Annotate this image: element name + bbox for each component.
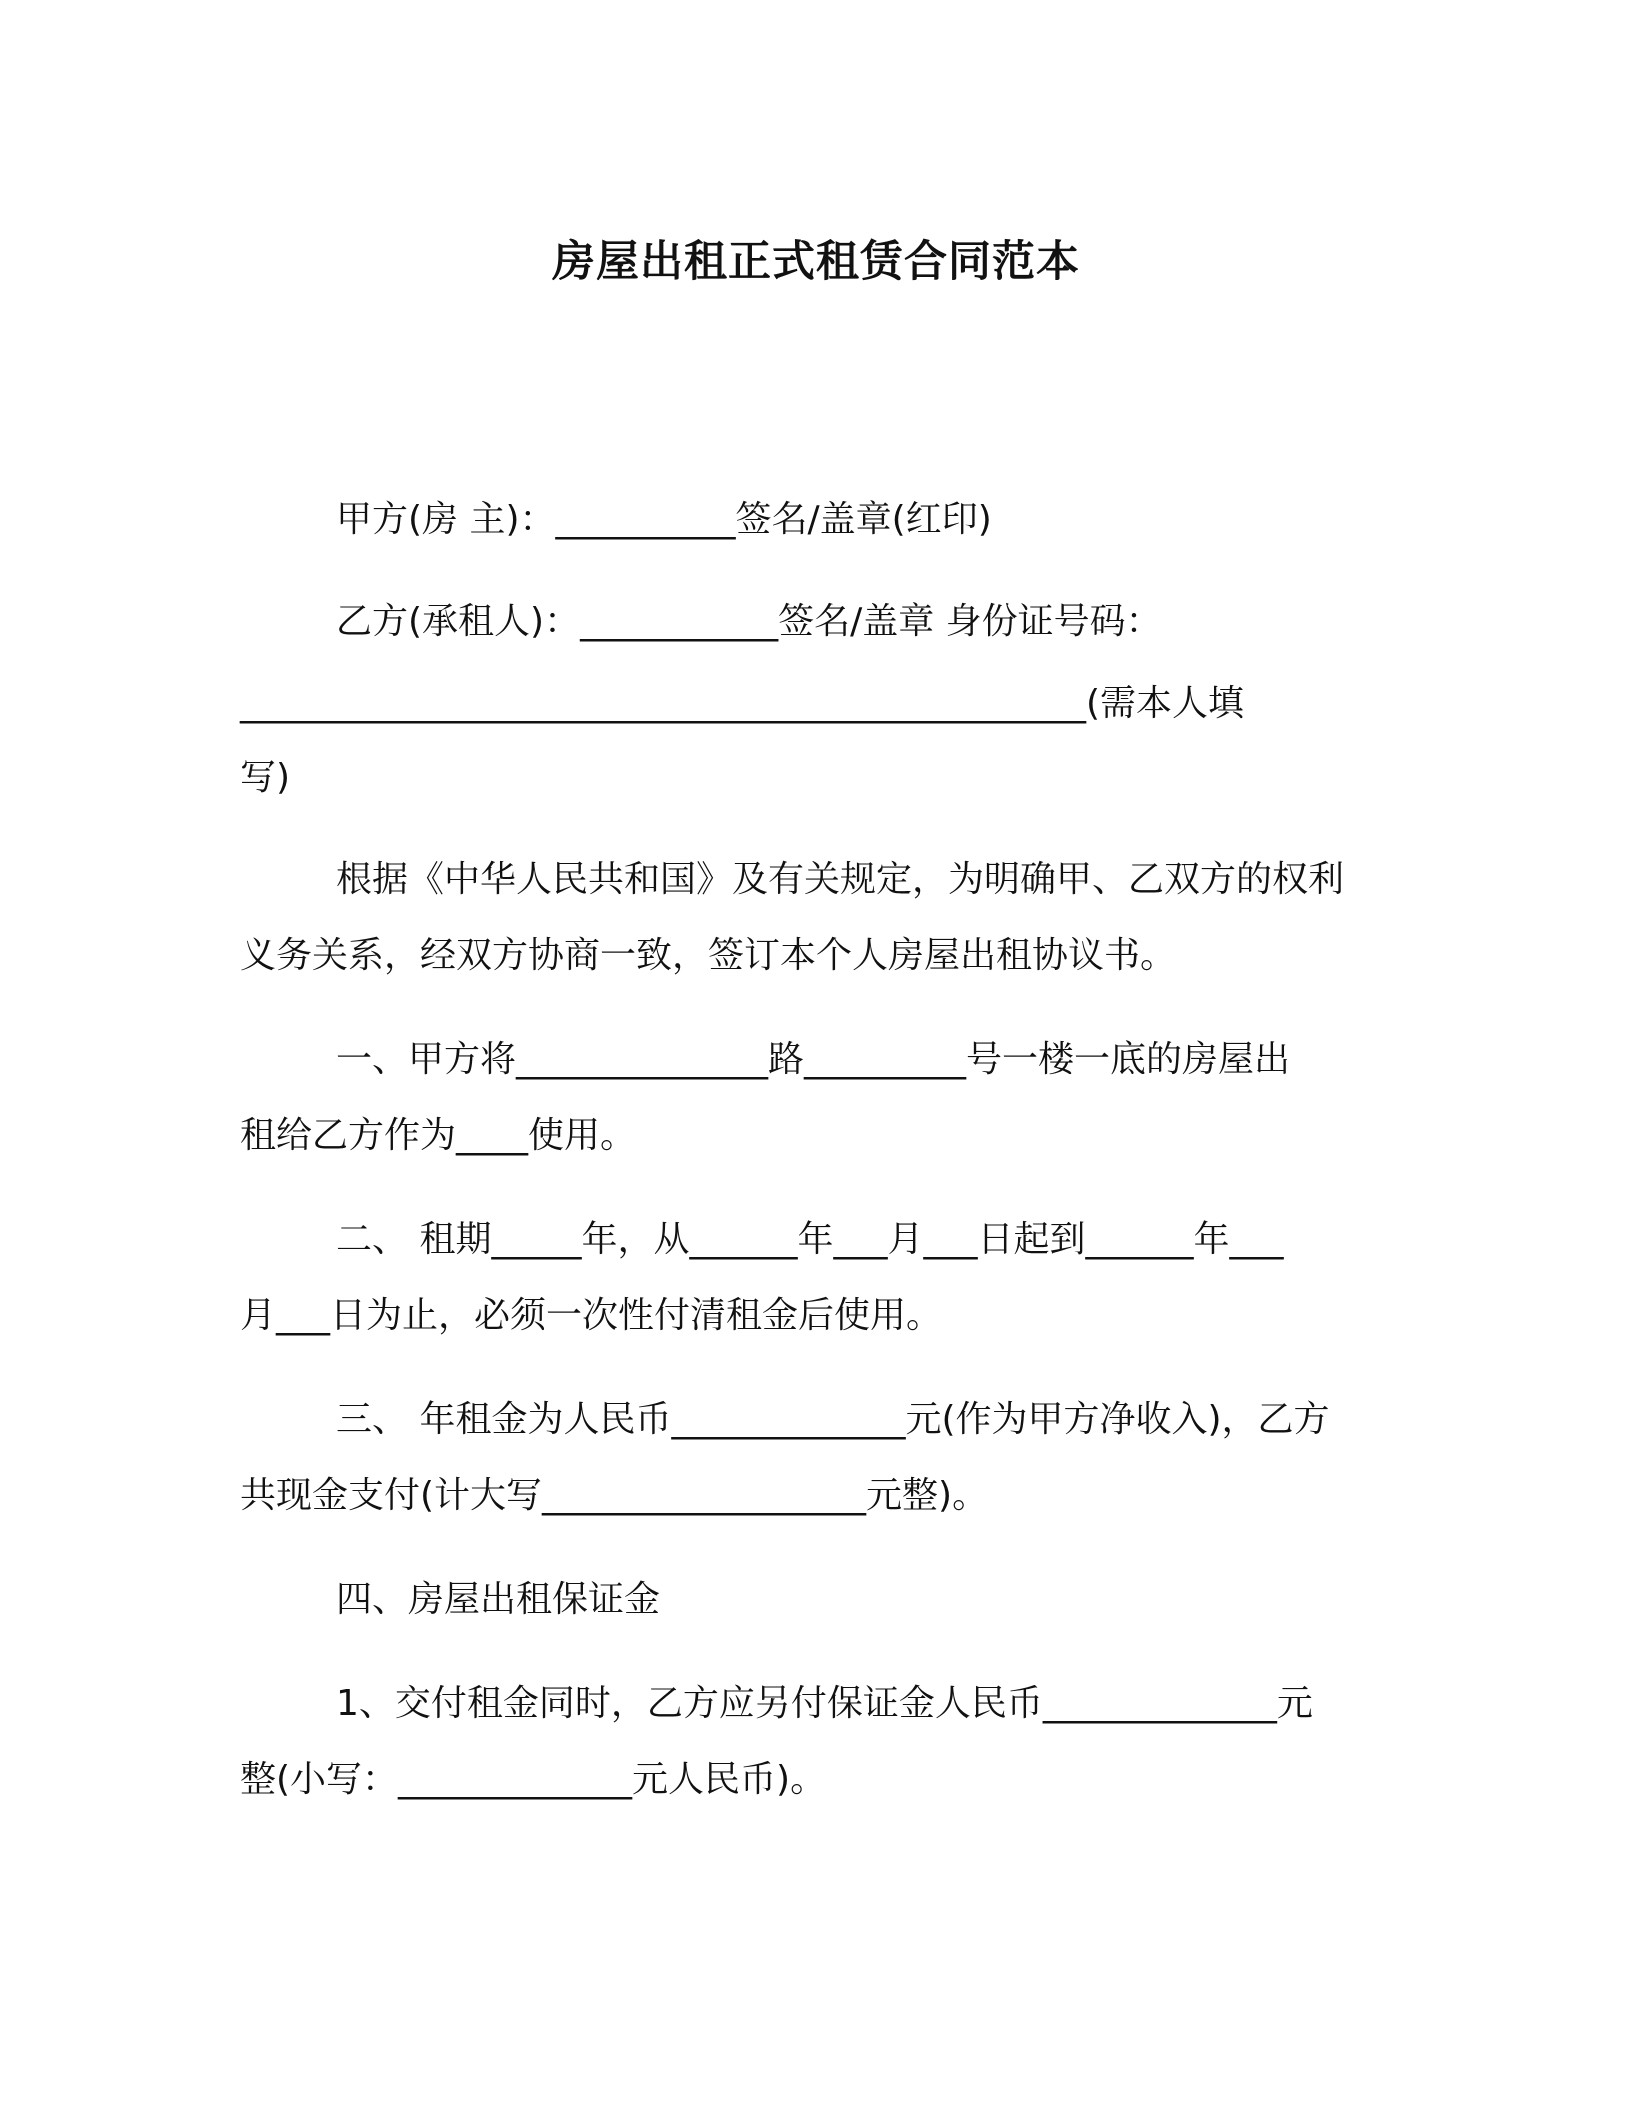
preamble-line-2: 义务关系，经双方协商一致，签订本个人房屋出租协议书。	[240, 935, 1177, 976]
preamble-line-1: 根据《中华人民共和国》及有关规定，为明确甲、乙双方的权利	[336, 859, 1345, 900]
clause-4-heading: 四、房屋出租保证金	[336, 1579, 661, 1620]
id-number-line-cont: 写)	[240, 757, 291, 798]
clause-2-line-2: 月___日为止，必须一次性付清租金后使用。	[240, 1295, 943, 1336]
clause-1-line-1: 一、甲方将______________路_________号一楼一底的房屋出	[336, 1039, 1291, 1080]
clause-3-line-2: 共现金支付(计大写__________________元整)。	[240, 1475, 989, 1516]
document-title: 房屋出租正式租赁合同范本	[552, 237, 1080, 287]
id-number-line: _______________________________________________(需本人填	[240, 683, 1245, 724]
clause-1-line-2: 租给乙方作为____使用。	[240, 1115, 637, 1156]
clause-4-1-line-2: 整(小写：_____________元人民币)。	[240, 1759, 827, 1800]
party-a-line: 甲方(房 主)：__________签名/盖章(红印)	[336, 499, 992, 540]
party-b-line: 乙方(承租人)：___________签名/盖章 身份证号码：	[336, 601, 1162, 642]
clause-3-line-1: 三、 年租金为人民币_____________元(作为甲方净收入)，乙方	[336, 1399, 1330, 1440]
clause-4-1-line-1: 1、交付租金同时，乙方应另付保证金人民币_____________元	[336, 1683, 1313, 1724]
clause-2-line-1: 二、 租期_____年，从______年___月___日起到______年___	[336, 1219, 1284, 1260]
